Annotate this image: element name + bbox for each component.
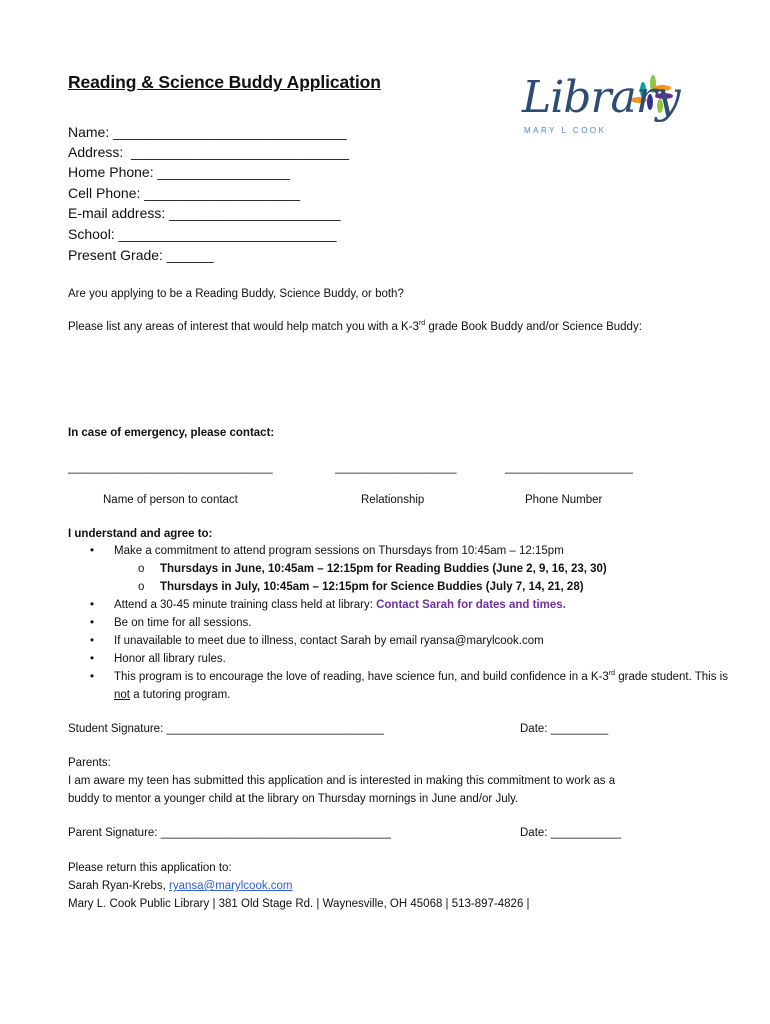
return-contact-name: Sarah Ryan-Krebs, (68, 880, 169, 892)
logo-wordmark: Library (522, 72, 680, 123)
bullet-icon: • (90, 635, 95, 647)
school-field[interactable]: School: ____________________________ (68, 226, 337, 242)
list-item (68, 614, 728, 632)
bullet-icon: • (90, 599, 95, 611)
agree-heading: I understand and agree to: (68, 528, 213, 540)
emergency-heading: In case of emergency, please contact: (68, 427, 275, 439)
return-contact (68, 878, 293, 894)
logo-subtitle: MARY L COOK (524, 126, 607, 135)
parent-signature-line[interactable]: Parent Signature: ____________________________________ (68, 827, 391, 839)
emergency-name-label: Name of person to contact (103, 494, 238, 506)
parents-statement-line1: I am aware my teen has submitted this application and is interested in making this commitment to work as a (68, 775, 616, 787)
emergency-relationship-line[interactable]: ___________________ (335, 462, 457, 474)
list-item (68, 542, 728, 560)
address-field[interactable]: Address: ____________________________ (68, 144, 350, 160)
parent-date-line[interactable]: Date: ___________ (520, 827, 622, 839)
agree-subitem-july: Thursdays in July, 10:45am – 12:15pm for Science Buddies (July 7, 14, 21, 28) (160, 581, 584, 593)
agree-item-on-time: Be on time for all sessions. (114, 617, 252, 629)
list-item (68, 596, 728, 614)
library-logo (516, 66, 696, 156)
circle-bullet-icon: o (138, 563, 145, 575)
emergency-relationship-label: Relationship (361, 494, 425, 506)
student-date-line[interactable]: Date: _________ (520, 723, 609, 735)
email-field[interactable]: E-mail address: ______________________ (68, 205, 341, 221)
bullet-icon: • (90, 671, 95, 683)
agree-item-commitment: Make a commitment to attend program sessions on Thursdays from 10:45am – 12:15pm (114, 545, 564, 557)
emergency-name-line[interactable]: ________________________________ (68, 462, 273, 474)
list-item (68, 632, 728, 650)
bullet-icon: • (90, 653, 95, 665)
parents-statement-line2: buddy to mentor a younger child at the library on Thursday mornings in June and/or July. (68, 793, 519, 805)
agree-item-purpose: This program is to encourage the love of reading, have science fun, and build confidence in a K-3 (114, 671, 609, 683)
bullet-icon: • (90, 617, 95, 629)
return-address: Mary L. Cook Public Library | 381 Old Stage Rd. | Waynesville, OH 45068 | 513-897-4826 | (68, 898, 530, 910)
home-phone-field[interactable]: Home Phone: _________________ (68, 164, 290, 180)
return-heading: Please return this application to: (68, 862, 232, 874)
agree-item-training: Attend a 30-45 minute training class held at library: (114, 599, 377, 611)
question-interests (68, 319, 642, 335)
agreement-list (68, 542, 728, 704)
emergency-phone-label: Phone Number (525, 494, 603, 506)
question-interests-sup: rd (418, 320, 426, 328)
contact-email-link[interactable]: ryansa@marylcook.com (169, 880, 293, 892)
agree-item-purpose-sup: rd (608, 670, 616, 678)
agree-item-rules: Honor all library rules. (114, 653, 226, 665)
emergency-phone-line[interactable]: ____________________ (505, 462, 633, 474)
cell-phone-field[interactable]: Cell Phone: ____________________ (68, 185, 300, 201)
student-signature-line[interactable]: Student Signature: __________________________________ (68, 723, 384, 735)
parents-label: Parents: (68, 757, 111, 769)
list-subitem (68, 560, 728, 578)
agree-item-illness: If unavailable to meet due to illness, contact Sarah by email ryansa@marylcook.com (114, 635, 544, 647)
agree-item-purpose-mid: grade student. This is (615, 671, 728, 683)
agree-item-purpose-post: a tutoring program. (130, 689, 231, 701)
list-item (68, 668, 728, 704)
grade-field[interactable]: Present Grade: ______ (68, 247, 214, 263)
question-interests-post: grade Book Buddy and/or Science Buddy: (425, 321, 642, 333)
contact-sarah-note: Contact Sarah for dates and times. (376, 599, 566, 611)
list-subitem (68, 578, 728, 596)
page-title: Reading & Science Buddy Application (68, 72, 381, 92)
not-emphasis: not (114, 689, 130, 701)
bullet-icon: • (90, 545, 95, 557)
agree-subitem-june: Thursdays in June, 10:45am – 12:15pm for Reading Buddies (June 2, 9, 16, 23, 30) (160, 563, 607, 575)
circle-bullet-icon: o (138, 581, 145, 593)
name-field[interactable]: Name: ______________________________ (68, 124, 347, 140)
question-interests-pre: Please list any areas of interest that would help match you with a K-3 (68, 321, 419, 333)
list-item (68, 650, 728, 668)
question-buddy-type: Are you applying to be a Reading Buddy, Science Buddy, or both? (68, 288, 404, 300)
